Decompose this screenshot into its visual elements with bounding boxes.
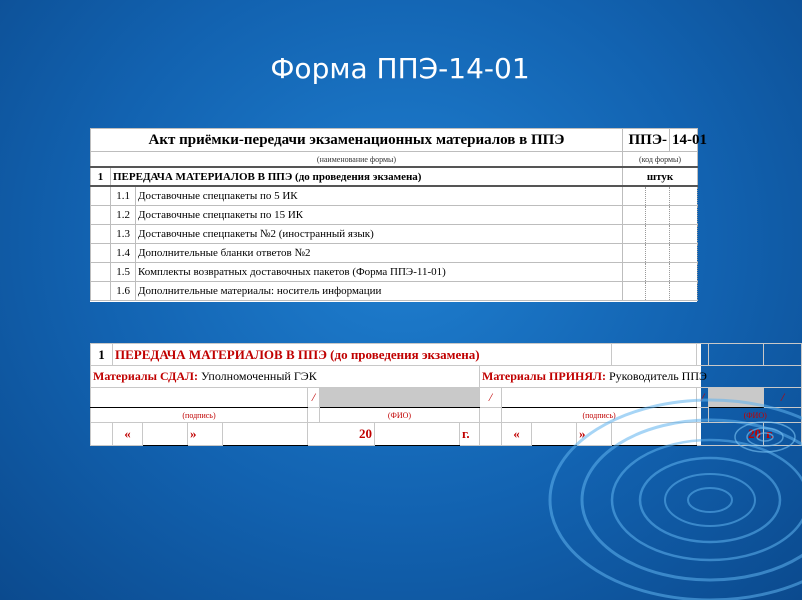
year-suffix: г. <box>460 423 480 446</box>
quote-close: » <box>188 423 223 446</box>
form-name-caption: (наименование формы) <box>91 152 623 168</box>
table-row <box>91 282 698 301</box>
qty-cell[interactable] <box>623 225 646 244</box>
qty-cell[interactable] <box>646 244 670 263</box>
qty-cell[interactable] <box>646 186 670 206</box>
row-number: 1.2 <box>111 206 136 225</box>
row-text: Комплекты возвратных доставочных пакетов (Форма ППЭ-11-01) <box>136 263 623 282</box>
qty-cell[interactable] <box>670 244 698 263</box>
handed-by: Уполномоченный ГЭК <box>200 369 317 383</box>
row-number: 1.3 <box>111 225 136 244</box>
qty-header: штук <box>623 167 698 186</box>
received-label: Материалы ПРИНЯЛ: <box>482 369 606 383</box>
handed-day-field[interactable] <box>143 423 188 446</box>
table-row <box>91 263 698 282</box>
row-text: Доставочные спецпакеты по 15 ИК <box>136 206 623 225</box>
qty-cell[interactable] <box>646 282 670 301</box>
row-number: 1.5 <box>111 263 136 282</box>
qty-cell[interactable] <box>670 263 698 282</box>
transfer-section-title: ПЕРЕДАЧА МАТЕРИАЛОВ В ППЭ (до проведения экзамена) <box>113 344 612 366</box>
table-row <box>91 186 698 206</box>
section-title: ПЕРЕДАЧА МАТЕРИАЛОВ В ППЭ (до проведения экзамена) <box>111 167 623 186</box>
qty-cell[interactable] <box>623 206 646 225</box>
qty-cell[interactable] <box>670 186 698 206</box>
transfer-section-number: 1 <box>91 344 113 366</box>
signature-caption: (подпись) <box>91 408 308 423</box>
form-code-prefix: ППЭ- <box>623 129 670 152</box>
quote-open: « <box>502 423 532 446</box>
slash-separator: / <box>308 388 320 408</box>
row-text: Доставочные спецпакеты по 5 ИК <box>136 186 623 206</box>
transfer-section-row <box>91 344 802 366</box>
table-row <box>91 206 698 225</box>
qty-cell[interactable] <box>623 186 646 206</box>
quote-close: » <box>577 423 612 446</box>
qty-cell[interactable] <box>623 244 646 263</box>
qty-cell[interactable] <box>670 225 698 244</box>
handed-label: Материалы СДАЛ: <box>93 369 198 383</box>
table-row <box>91 244 698 263</box>
fio-caption: (ФИО) <box>320 408 480 423</box>
form-code-caption: (код формы) <box>623 152 698 168</box>
quote-open: « <box>113 423 143 446</box>
qty-cell[interactable] <box>646 206 670 225</box>
row-number: 1.4 <box>111 244 136 263</box>
row-text: Доставочные спецпакеты №2 (иностранный язык) <box>136 225 623 244</box>
handed-month-field[interactable] <box>223 423 308 446</box>
slash-separator: / <box>697 388 709 408</box>
handed-signature-field[interactable] <box>91 388 308 408</box>
slash-separator: / <box>764 388 802 408</box>
ripple-decoration <box>560 380 800 600</box>
handed-cell <box>91 366 480 388</box>
year-suffix: г. <box>764 423 802 446</box>
row-text: Дополнительные материалы: носитель информации <box>136 282 623 301</box>
act-table <box>90 128 708 301</box>
year-prefix: 20 <box>697 423 764 446</box>
handed-year-field[interactable] <box>375 423 460 446</box>
act-form-panel <box>90 128 708 302</box>
qty-cell[interactable] <box>623 263 646 282</box>
row-number: 1.1 <box>111 186 136 206</box>
row-number: 1.6 <box>111 282 136 301</box>
year-prefix: 20 <box>308 423 375 446</box>
section-number: 1 <box>91 167 111 186</box>
form-code-suffix: 14-01 <box>670 129 698 152</box>
fio-caption: (ФИО) <box>709 408 802 423</box>
slash-separator: / <box>480 388 502 408</box>
qty-cell[interactable] <box>646 263 670 282</box>
received-by: Руководитель ППЭ <box>608 369 707 383</box>
act-caption-row <box>91 152 698 168</box>
row-text: Дополнительные бланки ответов №2 <box>136 244 623 263</box>
act-header-row <box>91 129 698 152</box>
slide-title: Форма ППЭ-14-01 <box>270 52 530 85</box>
table-row <box>91 225 698 244</box>
signature-caption: (подпись) <box>502 408 697 423</box>
qty-cell[interactable] <box>623 282 646 301</box>
act-section-row <box>91 167 698 186</box>
handed-fio-field[interactable] <box>320 388 480 408</box>
ripple-decoration-small <box>725 415 800 460</box>
act-title: Акт приёмки-передачи экзаменационных материалов в ППЭ <box>91 129 623 152</box>
qty-cell[interactable] <box>670 282 698 301</box>
qty-cell[interactable] <box>646 225 670 244</box>
qty-cell[interactable] <box>670 206 698 225</box>
